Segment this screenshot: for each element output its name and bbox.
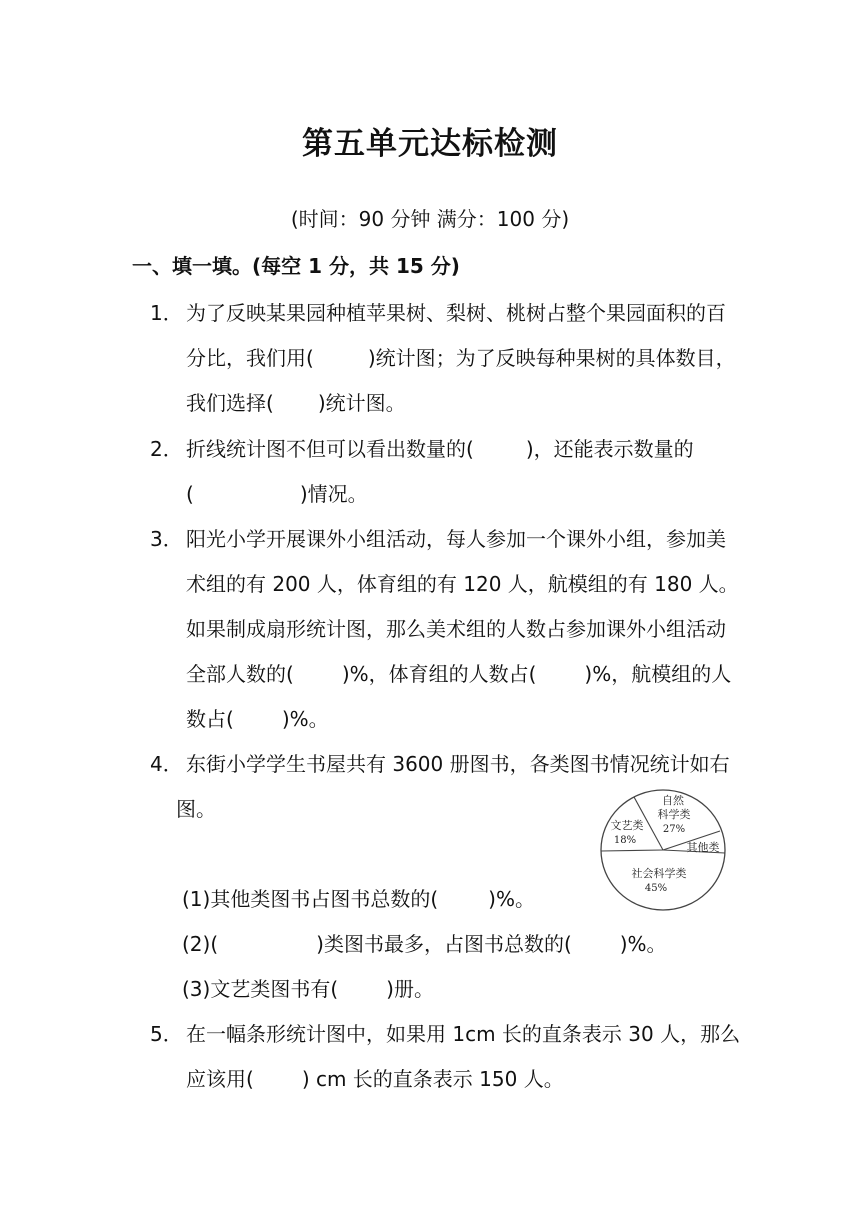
pie-label-natural-2: 科学类 xyxy=(657,808,691,821)
pie-label-natural: 自然 xyxy=(662,794,684,807)
question-text: )%。 xyxy=(488,887,535,911)
question-text: 为了反映某果园种植苹果树、梨树、桃树占整个果园面积的百 xyxy=(186,301,726,325)
question-text: )，还能表示数量的 xyxy=(525,437,694,461)
question-text: )册。 xyxy=(386,977,434,1001)
question-text: 全部人数的( xyxy=(186,662,294,686)
pie-pct-arts: 18% xyxy=(613,835,637,846)
question-text: 我们选择( xyxy=(186,391,274,415)
question-number: 2． xyxy=(150,437,183,461)
question-number: 3． xyxy=(150,527,183,551)
pie-chart-figure xyxy=(597,785,729,915)
question-1-line-1 xyxy=(150,297,726,326)
question-text: )%。 xyxy=(281,707,329,731)
question-5-line-1 xyxy=(150,1018,740,1047)
question-4-sub-3 xyxy=(182,973,434,1002)
question-text: 在一幅条形统计图中，如果用 1cm 长的直条表示 30 人，那么 xyxy=(186,1022,741,1046)
question-text: 东街小学学生书屋共有 3600 册图书，各类图书情况统计如右 xyxy=(186,752,730,776)
question-5-line-2 xyxy=(186,1063,564,1092)
question-text: )统计图。 xyxy=(317,391,406,415)
question-1-line-3 xyxy=(186,387,406,416)
pie-pct-natural: 27% xyxy=(662,824,686,835)
question-number: 4． xyxy=(150,752,183,776)
question-3-line-2: 术组的有 200 人，体育组的有 120 人，航模组的有 180 人。 xyxy=(186,572,739,596)
question-1-line-2 xyxy=(186,342,736,371)
question-text: )类图书最多，占图书总数的( xyxy=(316,932,572,956)
question-text: (3)文艺类图书有( xyxy=(182,977,339,1001)
question-text: 折线统计图不但可以看出数量的( xyxy=(186,437,474,461)
question-4-sub-2 xyxy=(182,928,667,957)
pie-divider xyxy=(601,850,663,851)
question-2-line-1 xyxy=(150,433,694,462)
question-text: )统计图；为了反映每种果树的具体数目， xyxy=(367,346,736,370)
question-number: 5． xyxy=(150,1022,183,1046)
question-3-line-3: 如果制成扇形统计图，那么美术组的人数占参加课外小组活动 xyxy=(186,617,726,641)
question-text: 数占( xyxy=(186,707,234,731)
question-3-line-5 xyxy=(186,703,329,732)
pie-label-other: 其他类 xyxy=(686,841,720,854)
pie-pct-social: 45% xyxy=(644,883,668,894)
question-text: )%，航模组的人 xyxy=(584,662,732,686)
question-text: (2)( xyxy=(182,932,219,956)
question-text: (1)其他类图书占图书总数的( xyxy=(182,887,439,911)
question-text: )%。 xyxy=(619,932,667,956)
pie-label-social: 社会科学类 xyxy=(631,867,687,880)
question-3-line-1 xyxy=(150,523,726,552)
question-4-line-1 xyxy=(150,748,730,777)
question-2-line-2 xyxy=(186,478,368,507)
question-number: 1． xyxy=(150,301,183,325)
page-title: 第五单元达标检测 xyxy=(302,126,558,162)
question-text: 应该用( xyxy=(186,1067,254,1091)
question-text: 分比，我们用( xyxy=(186,346,314,370)
question-3-line-4 xyxy=(186,658,731,687)
question-text: ) cm 长的直条表示 150 人。 xyxy=(301,1067,564,1091)
question-4-line-2: 图。 xyxy=(176,797,216,821)
question-text: 阳光小学开展课外小组活动，每人参加一个课外小组，参加美 xyxy=(186,527,726,551)
exam-info: (时间：90 分钟 满分：100 分) xyxy=(290,207,570,231)
question-text: )%，体育组的人数占( xyxy=(341,662,537,686)
question-4-sub-1 xyxy=(182,883,535,912)
question-text: )情况。 xyxy=(299,482,368,506)
question-text: ( xyxy=(186,482,194,506)
section-heading: 一、填一填。(每空 1 分，共 15 分) xyxy=(132,254,460,278)
pie-label-arts: 文艺类 xyxy=(610,819,644,832)
